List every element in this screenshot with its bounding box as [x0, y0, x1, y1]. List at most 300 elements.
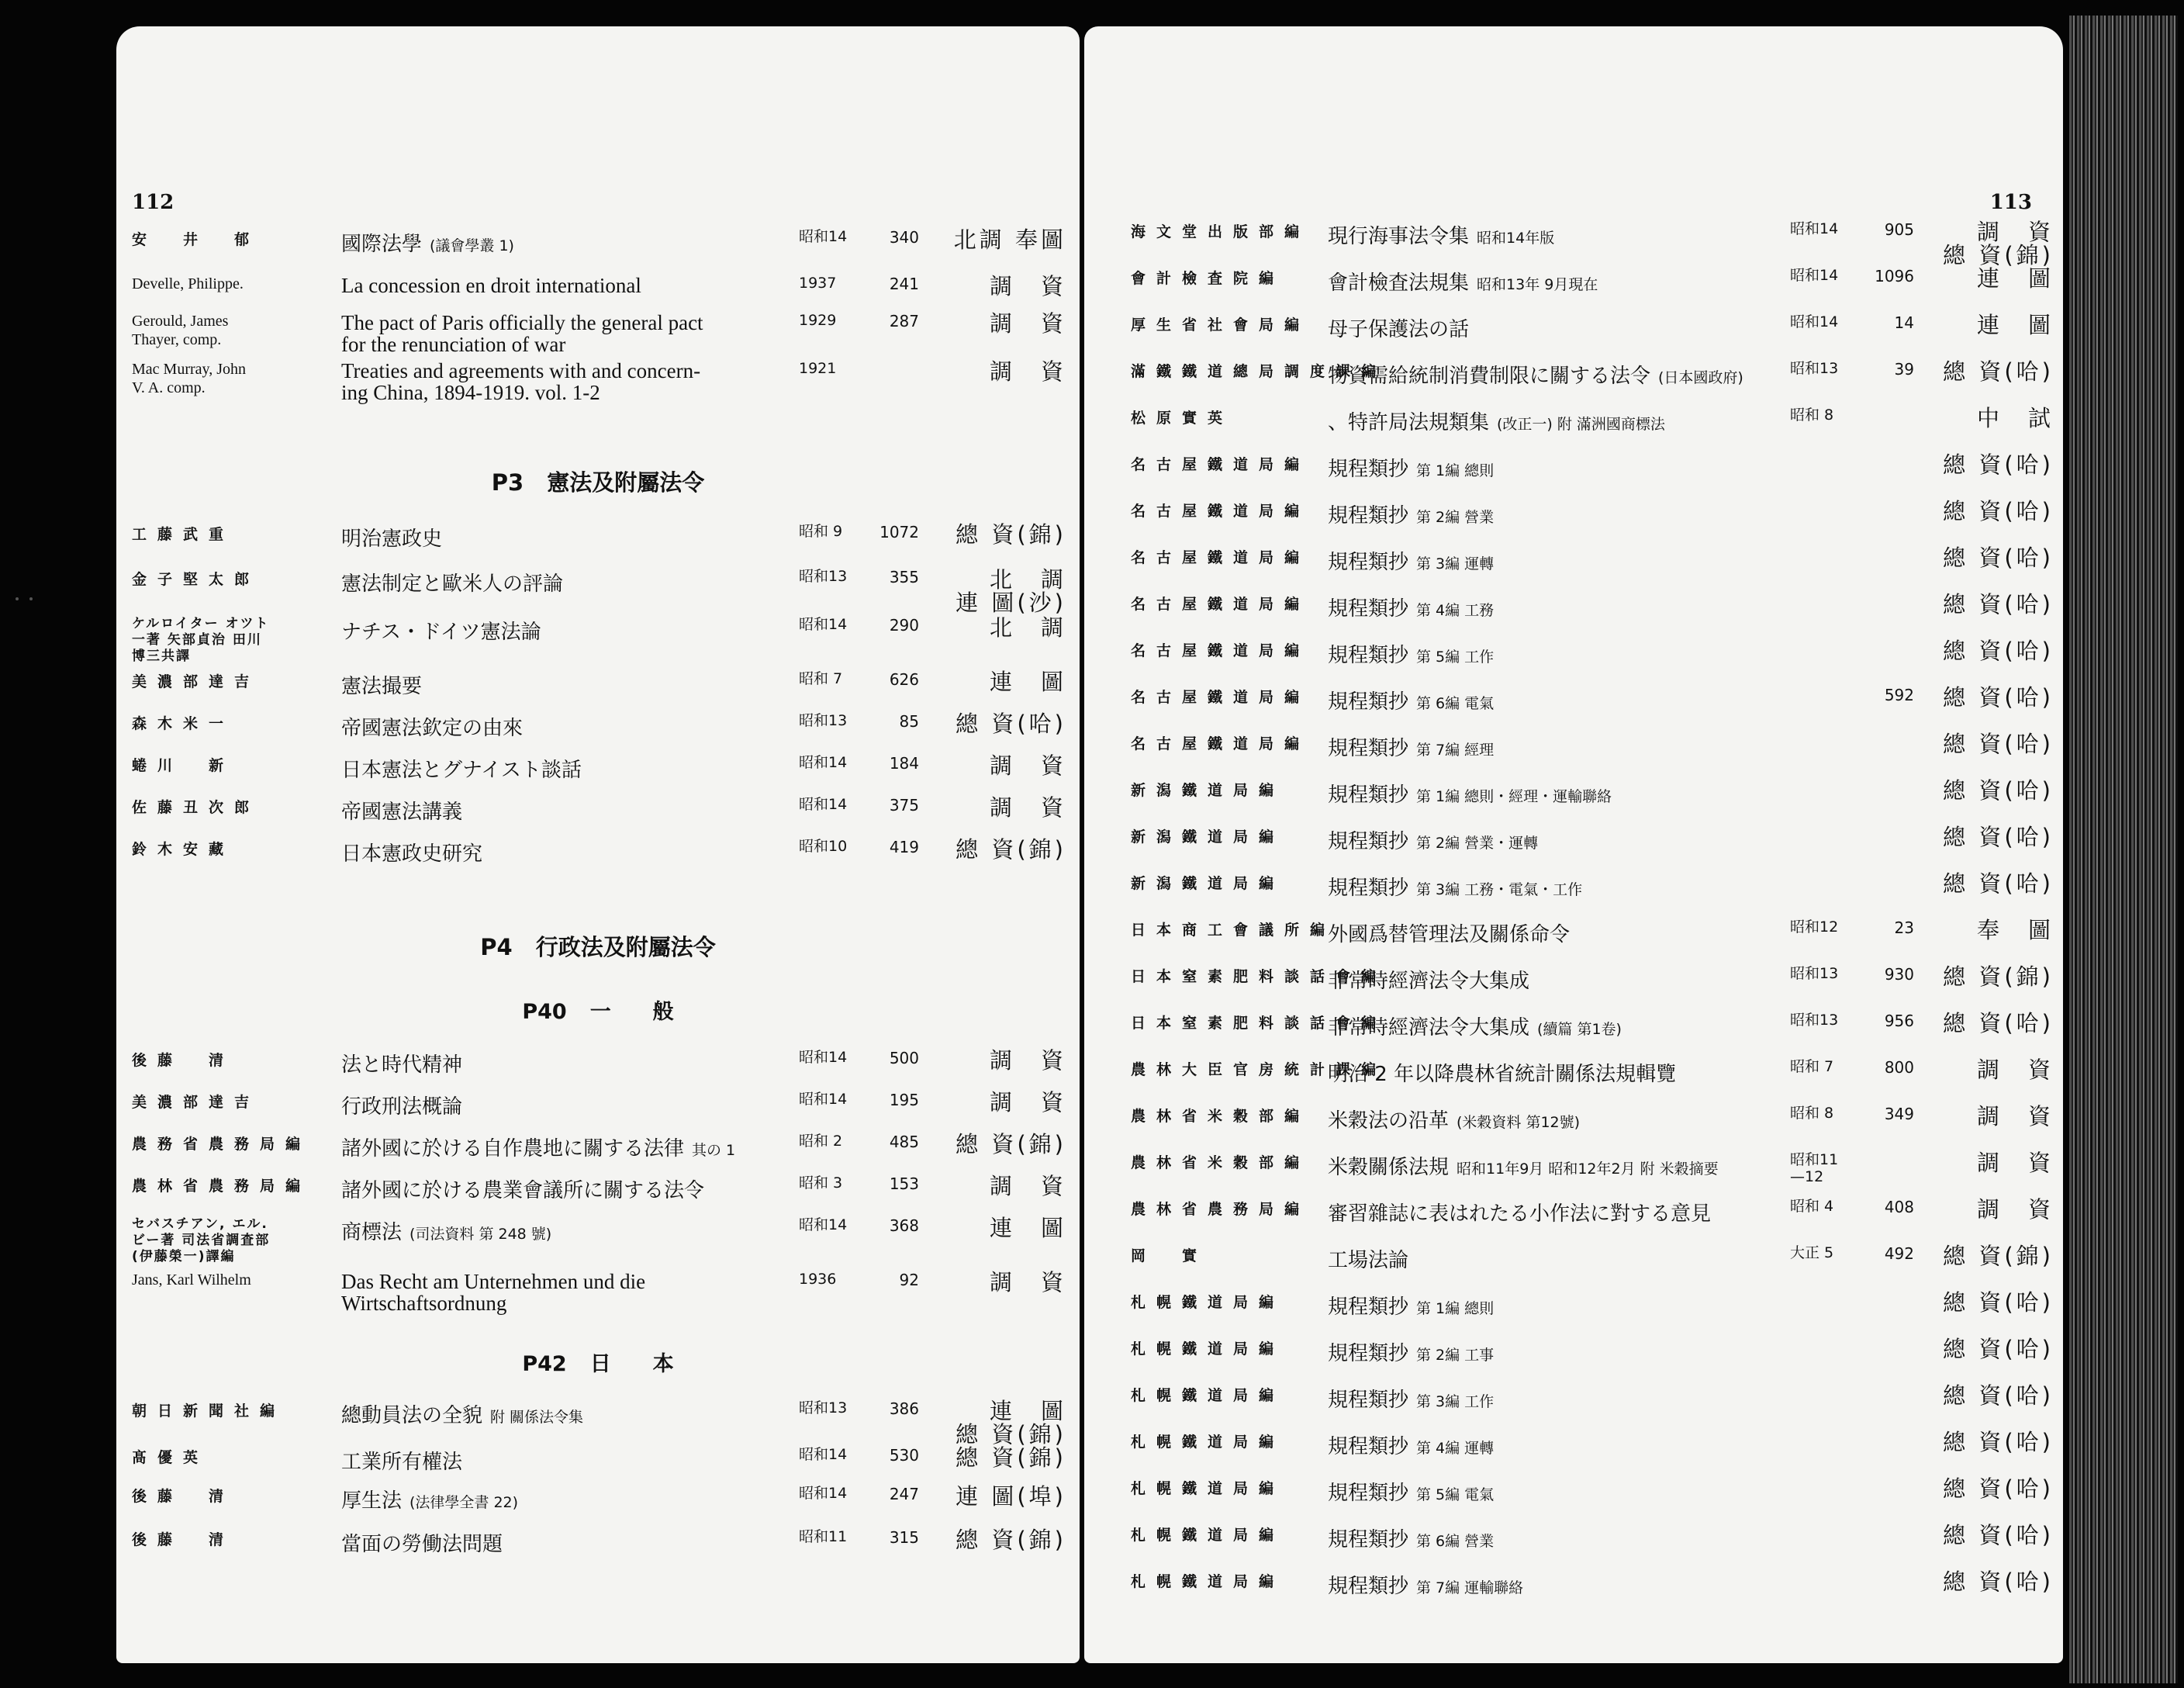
entry-title-wrap — [1328, 1524, 1494, 1552]
entry-note: 第 1編 總則・經理・運輸聯絡 — [1416, 788, 1612, 805]
entry-year: 昭和13 — [799, 1399, 848, 1416]
entry-pages: 800 — [1884, 1058, 1914, 1077]
entry-author: 札幌鐵道局編 — [1131, 1480, 1285, 1497]
entry-location: 調 資 — [989, 358, 1066, 385]
entry-author: 岡 實 — [1131, 1247, 1208, 1264]
entry-pages: 349 — [1884, 1105, 1914, 1123]
entry-pages: 290 — [889, 616, 919, 635]
entry-author: 名古屋鐵道局編 — [1131, 456, 1311, 473]
entry-location: 總 資(哈) — [1943, 591, 2054, 617]
entry-location: 總 資(哈) — [1943, 1429, 2054, 1455]
entry-year: 昭和14 — [799, 1216, 848, 1233]
entry-title: 規程類抄 — [1328, 504, 1409, 528]
entry-location: 總 資(錦) — [955, 1131, 1066, 1157]
entry-title-wrap — [341, 796, 462, 825]
entry-note: 第 1編 總則 — [1416, 462, 1495, 479]
entry-author: 新潟鐵道局編 — [1131, 828, 1285, 846]
entry-title-wrap — [341, 312, 703, 355]
entry-year: 昭和13 — [1790, 965, 1839, 982]
entry-note: (米穀資料 第12號) — [1457, 1114, 1581, 1131]
entry-pages: 626 — [889, 670, 919, 689]
entry-location: 調 資 — [989, 310, 1066, 337]
entry-location: 連 圖 總 資(錦) — [955, 1398, 1066, 1448]
entry-title: 規程類抄 — [1328, 644, 1409, 667]
entry-note: 第 7編 運輸聯絡 — [1416, 1579, 1524, 1596]
entry-title: 諸外國に於ける自作農地に關する法律 — [341, 1137, 685, 1160]
entry-author: 名古屋鐵道局編 — [1131, 549, 1311, 566]
entry-title-wrap — [1328, 593, 1494, 621]
entry-author: 農林大臣官房統計課編 — [1131, 1061, 1387, 1078]
entry-location: 調 資 — [989, 273, 1066, 299]
entry-title: 明治 2 年以降農林省統計關係法規輯覽 — [1328, 1063, 1677, 1086]
entry-title-wrap — [341, 1528, 503, 1557]
entry-title-wrap — [341, 670, 422, 699]
entry-author: 金子堅太郎 — [132, 571, 261, 588]
entry-pages: 408 — [1884, 1198, 1914, 1216]
entry-author: 厚生省社會局編 — [1131, 316, 1311, 334]
entry-author: 名古屋鐵道局編 — [1131, 689, 1311, 706]
entry-location: 調 資 總 資(錦) — [1943, 219, 2054, 268]
entry-pages: 930 — [1884, 965, 1914, 984]
entry-year: 昭和14 — [799, 228, 848, 245]
entry-pages: 23 — [1894, 918, 1914, 937]
entry-author: 美濃部達吉 — [132, 1094, 261, 1111]
entry-title-wrap — [1328, 1198, 1711, 1226]
entry-pages: 592 — [1884, 686, 1914, 704]
entry-pages: 1072 — [879, 523, 919, 541]
entry-location: 總 資(錦) — [1943, 1243, 2054, 1269]
entry-note: 第 3編 運轉 — [1416, 555, 1495, 572]
entry-title: 規程類抄 — [1328, 597, 1409, 621]
entry-location: 總 資(哈) — [1943, 638, 2054, 664]
entry-title: 物資需給統制消費制限に關する法令 — [1328, 365, 1651, 388]
entry-location: 連 圖 — [1976, 312, 2054, 338]
entry-author: Jans, Karl Wilhelm — [132, 1271, 251, 1288]
entry-title-wrap — [1328, 965, 1529, 994]
entry-note: 附 關係法令集 — [490, 1409, 584, 1426]
entry-year: 昭和 9 — [799, 523, 843, 540]
entry-title-wrap — [341, 1485, 518, 1513]
entry-title: 規程類抄 — [1328, 1295, 1409, 1319]
entry-author: 日本窒素肥料談話會編 — [1131, 968, 1387, 985]
entry-title: 總動員法の全貌 — [341, 1404, 483, 1427]
entry-author: 松原實英 — [1131, 410, 1234, 427]
section-code: P4 — [480, 934, 513, 960]
entry-title-wrap — [1328, 500, 1494, 528]
entry-title: 行政刑法概論 — [341, 1095, 463, 1119]
entry-author: 名古屋鐵道局編 — [1131, 596, 1311, 613]
entry-title-wrap — [341, 1271, 645, 1314]
entry-author: 新潟鐵道局編 — [1131, 782, 1285, 799]
entry-title: 非常時經濟法令大集成 — [1328, 970, 1530, 993]
entry-location: 總 資(哈) — [1943, 545, 2054, 571]
entry-year: 昭和11 — [799, 1528, 848, 1545]
entry-title-wrap — [341, 712, 523, 741]
entry-title-wrap — [341, 228, 514, 257]
entry-pages: 195 — [889, 1091, 919, 1109]
left-page — [116, 26, 1080, 1663]
entry-title-wrap — [1328, 1012, 1622, 1040]
entry-note: (改正一) 附 滿洲國商標法 — [1497, 416, 1665, 433]
entry-year: 昭和14 — [799, 616, 848, 633]
entry-title-wrap — [1328, 1058, 1676, 1087]
entry-author: 蜷川 新 — [132, 757, 235, 774]
entry-title: 會計檢査法規集 — [1328, 272, 1470, 295]
entry-title-wrap — [341, 360, 700, 403]
entry-year: 昭和14 — [1790, 313, 1839, 330]
book-edge — [2069, 16, 2178, 1683]
entry-note: 第 2編 營業 — [1416, 509, 1495, 526]
entry-note: (日本國政府) — [1658, 369, 1743, 386]
entry-year: 昭和 8 — [1790, 406, 1834, 424]
section-code: P40 — [522, 1000, 567, 1024]
entry-title-wrap — [1328, 546, 1494, 575]
entry-year: 昭和14 — [1790, 220, 1839, 237]
entry-title: The pact of Paris officially the general pact for the renunciation of war — [341, 311, 703, 356]
entry-author: 鈴木安藏 — [132, 841, 235, 858]
section-heading-p42 — [116, 1347, 1080, 1377]
entry-author: 農林省米穀部編 — [1131, 1108, 1311, 1125]
entry-location: 總 資(哈) — [1943, 824, 2054, 850]
entry-title-wrap — [1328, 825, 1538, 854]
entry-title: 規程類抄 — [1328, 1389, 1409, 1412]
entry-pages: 485 — [889, 1133, 919, 1151]
entry-title: 憲法撮要 — [341, 675, 423, 698]
entry-author: Gerould, James Thayer, comp. — [132, 313, 229, 348]
entry-note: 第 2編 工事 — [1416, 1347, 1495, 1364]
entry-location: 總 資(哈) — [1943, 731, 2054, 757]
entry-pages: 386 — [889, 1399, 919, 1418]
entry-note: 昭和11年9月 昭和12年2月 附 米穀摘要 — [1457, 1160, 1719, 1178]
entry-title-wrap — [1328, 1151, 1719, 1180]
entry-title: 現行海事法令集 — [1328, 225, 1470, 248]
entry-title-wrap — [341, 616, 541, 645]
entry-title: 規程類抄 — [1328, 690, 1409, 714]
entry-title-wrap — [1328, 779, 1612, 808]
entry-year: 昭和14 — [799, 1446, 848, 1463]
entry-note: (司法資料 第 248 號) — [410, 1226, 552, 1243]
entry-title: 規程類抄 — [1328, 551, 1409, 574]
entry-location: 總 資(哈) — [1943, 684, 2054, 711]
entry-title-wrap — [1328, 686, 1494, 714]
entry-note: 第 3編 工作 — [1416, 1393, 1495, 1410]
entry-title-wrap — [1328, 1570, 1523, 1599]
entry-year: 昭和 7 — [799, 670, 843, 687]
entry-pages: 39 — [1894, 360, 1914, 379]
entry-location: 連 圖 — [1976, 265, 2054, 292]
entry-location: 總 資(哈) — [1943, 1569, 2054, 1595]
section-title: 憲法及附屬法令 — [547, 469, 705, 496]
entry-year: 昭和13 — [799, 568, 848, 585]
entry-title: 規程類抄 — [1328, 877, 1409, 900]
entry-note: 第 6編 電氣 — [1416, 695, 1495, 712]
entry-title: 母子保護法の話 — [1328, 318, 1470, 341]
entry-author: Develle, Philippe. — [132, 275, 244, 292]
entry-title: La concession en droit international — [341, 274, 641, 297]
entry-location: 總 資(哈) — [1943, 451, 2054, 478]
entry-year: 昭和10 — [799, 838, 848, 855]
entry-title: 非常時經濟法令大集成 — [1328, 1016, 1530, 1039]
entry-author: 會計檢査院編 — [1131, 270, 1285, 287]
entry-year: 昭和13 — [1790, 1012, 1839, 1029]
entry-location: 連 圖 — [989, 1215, 1066, 1241]
entry-title: 規程類抄 — [1328, 1435, 1409, 1458]
entry-author: 後藤 清 — [132, 1488, 235, 1505]
entry-title-wrap — [341, 1216, 551, 1245]
entry-title: ナチス・ドイツ憲法論 — [341, 621, 541, 644]
entry-title: 國際法學 — [341, 233, 423, 256]
entry-title-wrap — [341, 1049, 462, 1077]
entry-author: 日本商工會議所編 — [1131, 922, 1336, 939]
entry-title-wrap — [1328, 1430, 1494, 1459]
entry-title-wrap — [1328, 918, 1570, 947]
entry-author: セバスチアン, エル. ビー著 司法省調査部 (伊藤榮一)譯編 — [132, 1216, 271, 1264]
entry-title: 工場法論 — [1328, 1249, 1409, 1272]
entry-title: 日本憲政史研究 — [341, 842, 483, 866]
entry-note: 第 5編 工作 — [1416, 649, 1495, 666]
entry-author: 後藤 清 — [132, 1531, 235, 1548]
entry-note: 昭和14年版 — [1477, 230, 1555, 247]
entry-location: 總 資(哈) — [1943, 498, 2054, 524]
entry-year: 1929 — [799, 312, 837, 329]
entry-author: 美濃部達吉 — [132, 673, 261, 690]
entry-title-wrap — [1328, 1105, 1580, 1133]
entry-title-wrap — [1328, 453, 1494, 482]
entry-note: 第 1編 總則 — [1416, 1300, 1495, 1317]
entry-location: 總 資(哈) — [1943, 1336, 2054, 1362]
entry-title-wrap — [341, 838, 482, 866]
entry-location: 調 資 — [989, 794, 1066, 821]
entry-title-wrap — [1328, 732, 1494, 761]
entry-pages: 956 — [1884, 1012, 1914, 1030]
entry-year: 昭和14 — [799, 1049, 848, 1066]
entry-author: 農務省農務局編 — [132, 1136, 312, 1153]
entry-title-wrap — [1328, 1244, 1408, 1273]
entry-author: 農林省農務局編 — [1131, 1201, 1311, 1218]
entry-note: 第 4編 工務 — [1416, 602, 1495, 619]
entry-location: 總 資(哈) — [1943, 870, 2054, 897]
entry-year: 1937 — [799, 275, 837, 292]
entry-year: 昭和 7 — [1790, 1058, 1834, 1075]
entry-location: 中 試 — [1976, 405, 2054, 431]
scan-speck — [29, 597, 33, 600]
entry-title-wrap — [341, 1446, 462, 1475]
entry-location: 總 資(哈) — [955, 711, 1066, 737]
entry-pages: 355 — [889, 568, 919, 586]
entry-location: 調 資 — [989, 1047, 1066, 1074]
entry-title-wrap — [341, 568, 563, 597]
entry-title: 審習雜誌に表はれたる小作法に對する意見 — [1328, 1202, 1712, 1226]
entry-year: 昭和14 — [799, 1091, 848, 1108]
entry-title-wrap — [1328, 1477, 1494, 1506]
entry-title: Treaties and agreements with and concern- ing China, 1894-1919. vol. 1-2 — [341, 359, 701, 404]
entry-title: 規程類抄 — [1328, 458, 1409, 481]
entry-year: 昭和12 — [1790, 918, 1839, 936]
entry-title: 法と時代精神 — [341, 1053, 463, 1077]
entry-title-wrap — [341, 1133, 735, 1161]
entry-title: 當面の勞働法問題 — [341, 1533, 503, 1556]
entry-note: 其の 1 — [692, 1142, 736, 1159]
entry-title-wrap — [341, 275, 641, 296]
entry-title: 規程類抄 — [1328, 830, 1409, 853]
entry-pages: 340 — [889, 228, 919, 247]
section-title: 日 本 — [589, 1352, 674, 1376]
entry-title: 工業所有權法 — [341, 1451, 463, 1474]
entry-location: 奉 圖 — [1976, 917, 2054, 943]
entry-year: 昭和11 —12 — [1790, 1151, 1839, 1185]
entry-location: 連 圖 — [989, 669, 1066, 695]
entry-title-wrap — [1328, 267, 1598, 296]
entry-author: ケルロイター オツト 一著 矢部貞治 田川 博三共譯 — [132, 616, 270, 664]
entry-location: 北 調 — [989, 614, 1066, 641]
entry-year: 昭和 4 — [1790, 1198, 1834, 1215]
entry-location: 調 資 — [1976, 1150, 2054, 1176]
entry-author: 森木米一 — [132, 715, 235, 732]
entry-title: 米穀法の沿革 — [1328, 1109, 1450, 1133]
entry-author: 新潟鐵道局編 — [1131, 875, 1285, 892]
entry-title-wrap — [1328, 1384, 1494, 1413]
entry-author: 農林省農務局編 — [132, 1178, 312, 1195]
entry-title: 帝國憲法講義 — [341, 801, 463, 824]
entry-title: 外國爲替管理法及關係命令 — [1328, 923, 1571, 946]
entry-author: 札幌鐵道局編 — [1131, 1527, 1285, 1544]
entry-year: 1921 — [799, 360, 837, 377]
entry-title: Das Recht am Unternehmen und die Wirtschaftsordnung — [341, 1270, 646, 1315]
entry-year: 昭和 8 — [1790, 1105, 1834, 1122]
entry-title-wrap — [341, 754, 582, 783]
entry-title-wrap — [1328, 1337, 1494, 1366]
entry-title-wrap — [1328, 220, 1554, 249]
entry-pages: 287 — [889, 312, 919, 330]
entry-title: 、特許局法規類集 — [1328, 411, 1490, 434]
entry-year: 昭和14 — [799, 1485, 848, 1502]
entry-year: 昭和 3 — [799, 1174, 843, 1192]
entry-location: 總 資(錦) — [1943, 963, 2054, 990]
entry-year: 昭和 2 — [799, 1133, 843, 1150]
entry-location: 調 資 — [989, 1089, 1066, 1116]
entry-location: 總 資(哈) — [1943, 1289, 2054, 1316]
entry-pages: 500 — [889, 1049, 919, 1067]
entry-title-wrap — [341, 1399, 583, 1428]
entry-title-wrap — [1328, 360, 1743, 389]
entry-note: 第 3編 工務・電氣・工作 — [1416, 881, 1583, 898]
entry-author: 農林省米穀部編 — [1131, 1154, 1311, 1171]
section-heading-p3 — [116, 465, 1080, 497]
entry-note: 第 4編 運轉 — [1416, 1440, 1495, 1457]
entry-location: 總 資(哈) — [1943, 777, 2054, 804]
entry-title-wrap — [1328, 639, 1494, 668]
entry-location: 總 資(錦) — [955, 1527, 1066, 1553]
entry-title-wrap — [1328, 313, 1469, 342]
entry-title: 憲法制定と歐米人の評論 — [341, 572, 564, 596]
entry-author: 名古屋鐵道局編 — [1131, 735, 1311, 752]
entry-author: 安 井 郁 — [132, 231, 261, 248]
entry-location: 總 資(錦) — [955, 836, 1066, 863]
entry-author: 滿鐵鐵道總局調度課編 — [1131, 363, 1387, 380]
entry-author: 日本窒素肥料談話會編 — [1131, 1015, 1387, 1032]
entry-location: 調 資 — [989, 1269, 1066, 1295]
entry-title: 規程類抄 — [1328, 1575, 1409, 1598]
entry-location: 調 資 — [989, 1173, 1066, 1199]
entry-note: (法律學全書 22) — [410, 1494, 519, 1511]
entry-title: 諸外國に於ける農業會議所に關する法令 — [341, 1179, 705, 1202]
entry-year: 昭和14 — [1790, 267, 1839, 284]
entry-note: 第 2編 營業・運轉 — [1416, 835, 1539, 852]
entry-title: 日本憲法とグナイスト談話 — [341, 759, 582, 782]
entry-note: (續篇 第1卷) — [1537, 1021, 1622, 1038]
entry-pages: 92 — [899, 1271, 919, 1289]
entry-author: 札幌鐵道局編 — [1131, 1387, 1285, 1404]
entry-title-wrap — [1328, 406, 1665, 435]
entry-location: 總 資(哈) — [1943, 1522, 2054, 1548]
entry-location: 北調 奉圖 — [953, 227, 1066, 253]
entry-location: 總 資(哈) — [1943, 1382, 2054, 1409]
entry-location: 總 資(哈) — [1943, 1010, 2054, 1036]
entry-pages: 241 — [889, 275, 919, 293]
entry-pages: 184 — [889, 754, 919, 773]
entry-pages: 153 — [889, 1174, 919, 1193]
entry-author: Mac Murray, John V. A. comp. — [132, 361, 247, 396]
entry-author: 佐藤丑次郎 — [132, 799, 261, 816]
entry-title: 規程類抄 — [1328, 1528, 1409, 1551]
entry-note: 第 6編 營業 — [1416, 1533, 1495, 1550]
section-title: 一 般 — [589, 1000, 674, 1024]
entry-pages: 530 — [889, 1446, 919, 1465]
entry-title: 規程類抄 — [1328, 1342, 1409, 1365]
entry-pages: 14 — [1894, 313, 1914, 332]
entry-pages: 1096 — [1875, 267, 1914, 285]
entry-note: 昭和13年 9月現在 — [1477, 276, 1598, 293]
entry-note: 第 7編 經理 — [1416, 742, 1495, 759]
entry-title-wrap — [341, 523, 442, 552]
entry-title: 帝國憲法欽定の由來 — [341, 717, 524, 740]
entry-author: 名古屋鐵道局編 — [1131, 503, 1311, 520]
entry-location: 連 圖(埠) — [955, 1483, 1066, 1510]
entry-title: 厚生法 — [341, 1489, 403, 1513]
entry-pages: 247 — [889, 1485, 919, 1503]
entry-author: 札幌鐵道局編 — [1131, 1434, 1285, 1451]
entry-author: 札幌鐵道局編 — [1131, 1340, 1285, 1358]
entry-location: 北 調 連 圖(沙) — [955, 566, 1066, 616]
entry-pages: 375 — [889, 796, 919, 815]
entry-year: 昭和14 — [799, 796, 848, 813]
entry-title-wrap — [341, 1091, 462, 1119]
entry-author: 札幌鐵道局編 — [1131, 1573, 1285, 1590]
entry-location: 總 資(哈) — [1943, 358, 2054, 385]
entry-title-wrap — [341, 1174, 704, 1203]
entry-pages: 368 — [889, 1216, 919, 1235]
entry-pages: 419 — [889, 838, 919, 856]
entry-title: 明治憲政史 — [341, 528, 443, 551]
entry-year: 1936 — [799, 1271, 837, 1288]
entry-title: 規程類抄 — [1328, 737, 1409, 760]
entry-year: 昭和14 — [799, 754, 848, 771]
entry-year: 昭和13 — [799, 712, 848, 729]
entry-year: 大正 5 — [1790, 1244, 1834, 1261]
right-page — [1084, 26, 2063, 1663]
entry-note: 第 5編 電氣 — [1416, 1486, 1495, 1503]
entry-pages: 85 — [899, 712, 919, 731]
section-title: 行政法及附屬法令 — [535, 934, 716, 960]
page-number: 113 — [1989, 191, 2032, 214]
entry-note: (議會學叢 1) — [430, 237, 514, 254]
section-code: P3 — [491, 469, 524, 496]
entry-pages: 905 — [1884, 220, 1914, 239]
entry-title: 規程類抄 — [1328, 1482, 1409, 1505]
entry-location: 調 資 — [1976, 1196, 2054, 1223]
entry-location: 總 資(哈) — [1943, 1475, 2054, 1502]
entry-author: 札幌鐵道局編 — [1131, 1294, 1285, 1311]
